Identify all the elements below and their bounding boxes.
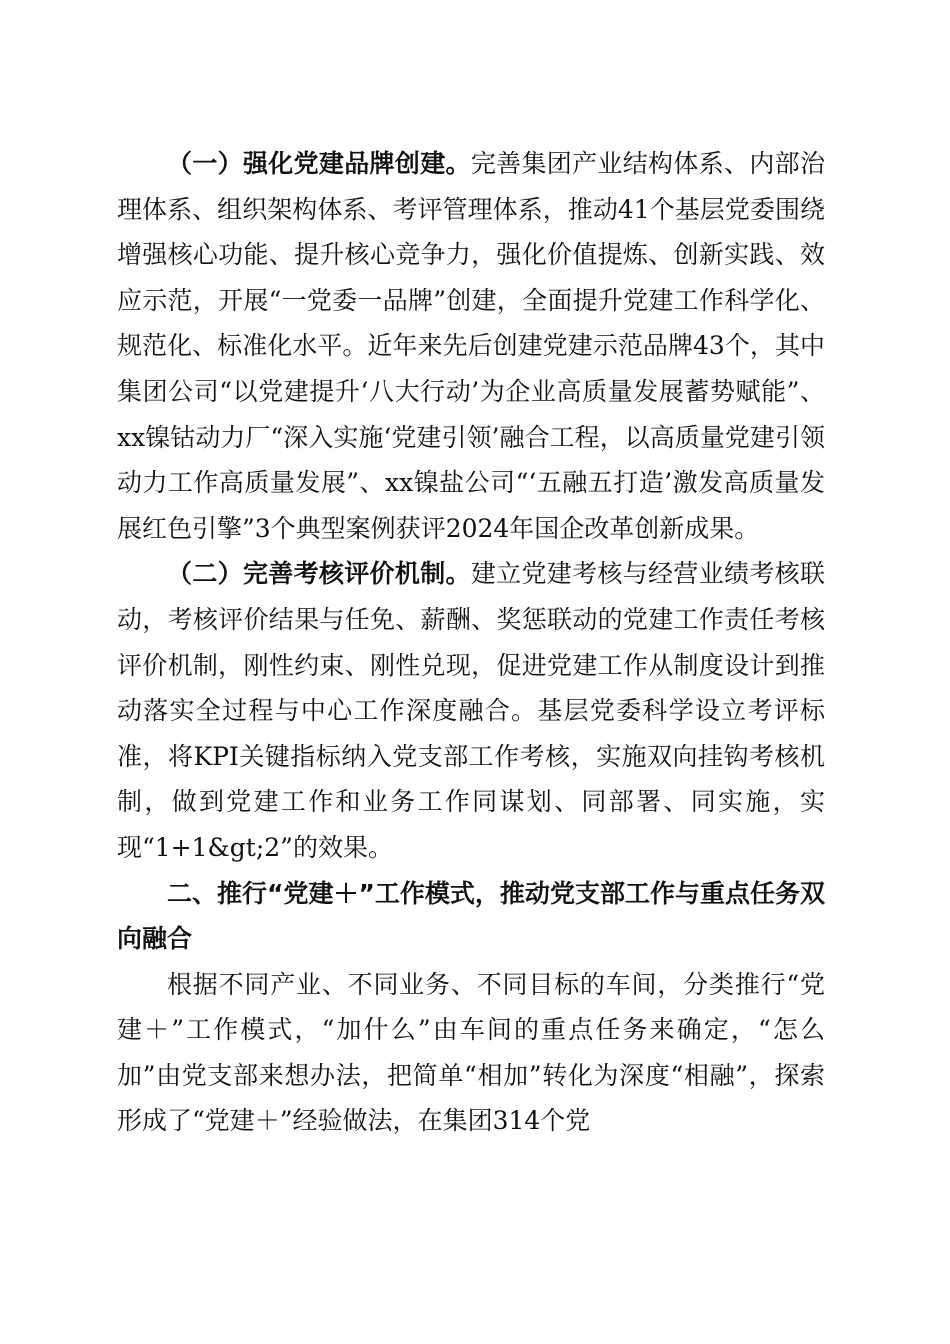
document-body [117, 141, 825, 1144]
section-body-party-brand: 完善集团产业结构体系、内部治理体系、组织架构体系、考评管理体系，推动41个基层党委围绕增强核心功能、提升核心竞争力，强化价值提炼、创新实践、效应示范，开展“一党委一品牌”创建，全面提升党建工作科学化、规范化、标准化水平。近年来先后创建党建示范品牌43个，其中集团公司“以党建提升‘八大行动’为企业高质量发展蓄势赋能”、xx镍钴动力厂“深入实施‘党建引领’融合工程，以高质量党建引领动力工作高质量发展”、xx镍盐公司“‘五融五打造’激发高质量发展红色引擎”3个典型案例获评2024年国企改革创新成果。 [117, 149, 825, 543]
section-paragraph-party-brand [117, 141, 825, 551]
section-paragraph-assessment [117, 551, 825, 870]
section-lead-party-brand: （一）强化党建品牌创建。 [167, 149, 471, 178]
section-heading: 二、推行“党建＋”工作模式，推动党支部工作与重点任务双向融合 [117, 878, 825, 954]
section-body-assessment: 建立党建考核与经营业绩考核联动，考核评价结果与任免、薪酬、奖惩联动的党建工作责任考核评价机制，刚性约束、刚性兑现，促进党建工作从制度设计到推动落实全过程与中心工作深度融合。基层党委科学设立考评标准，将KPI关键指标纳入党支部工作考核，实施双向挂钩考核机制，做到党建工作和业务工作同谋划、同部署、同实施，实现“1+1&gt;2”的效果。 [117, 559, 825, 862]
section-lead-assessment: （二）完善考核评价机制。 [167, 559, 471, 589]
body-paragraph: 根据不同产业、不同业务、不同目标的车间，分类推行“党建＋”工作模式，“加什么”由车间的重点任务来确定，“怎么加”由党支部来想办法，把简单“相加”转化为深度“相融”，探索形成了“党建＋”经验做法，在集团314个党 [117, 969, 825, 1136]
